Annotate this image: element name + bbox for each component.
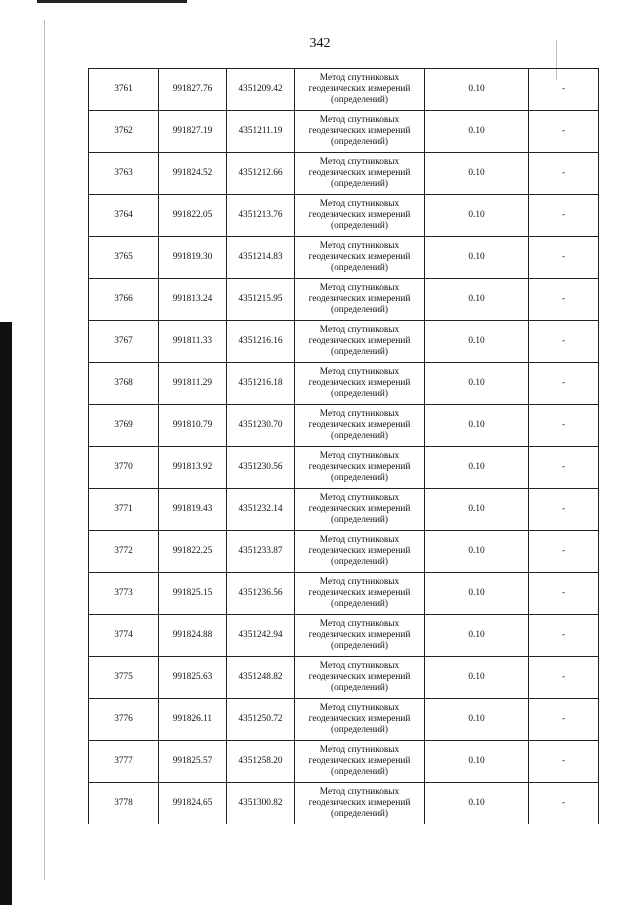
x-coordinate-cell: 991813.24 xyxy=(159,279,227,321)
method-line: геодезических измерений xyxy=(308,503,411,514)
scan-artifact-top-line xyxy=(37,0,187,3)
x-coordinate-cell: 991819.30 xyxy=(159,237,227,279)
y-coordinate-cell: 4351213.76 xyxy=(227,195,295,237)
point-number-cell: 3771 xyxy=(89,489,159,531)
y-coordinate-cell: 4351258.20 xyxy=(227,741,295,783)
table-row xyxy=(89,573,599,615)
method-line: Метод спутниковых xyxy=(319,744,400,755)
method-line: Метод спутниковых xyxy=(319,366,400,377)
table-row xyxy=(89,405,599,447)
table-row xyxy=(89,783,599,825)
accuracy-cell: 0.10 xyxy=(425,573,529,615)
scan-artifact-left-bar xyxy=(0,322,12,905)
table-row xyxy=(89,531,599,573)
coordinates-table-body xyxy=(89,69,599,825)
x-coordinate-cell: 991813.92 xyxy=(159,447,227,489)
accuracy-cell: 0.10 xyxy=(425,111,529,153)
point-number-cell: 3765 xyxy=(89,237,159,279)
method-line: геодезических измерений xyxy=(308,629,411,640)
y-coordinate-cell: 4351248.82 xyxy=(227,657,295,699)
method-line: геодезических измерений xyxy=(308,125,411,136)
method-line: Метод спутниковых xyxy=(319,492,400,503)
note-cell: - xyxy=(529,489,599,531)
note-cell: - xyxy=(529,363,599,405)
method-line: (определений) xyxy=(330,641,389,652)
method-line: геодезических измерений xyxy=(308,167,411,178)
method-line: Метод спутниковых xyxy=(319,702,400,713)
method-cell xyxy=(295,195,425,237)
method-line: Метод спутниковых xyxy=(319,786,400,797)
method-cell xyxy=(295,531,425,573)
point-number-cell: 3778 xyxy=(89,783,159,825)
note-cell: - xyxy=(529,447,599,489)
x-coordinate-cell: 991825.15 xyxy=(159,573,227,615)
note-cell: - xyxy=(529,237,599,279)
method-line: Метод спутниковых xyxy=(319,534,400,545)
method-line: геодезических измерений xyxy=(308,797,411,808)
method-line: геодезических измерений xyxy=(308,293,411,304)
y-coordinate-cell: 4351242.94 xyxy=(227,615,295,657)
method-line: (определений) xyxy=(330,95,389,106)
table-row xyxy=(89,741,599,783)
y-coordinate-cell: 4351214.83 xyxy=(227,237,295,279)
x-coordinate-cell: 991811.29 xyxy=(159,363,227,405)
method-line: (определений) xyxy=(330,263,389,274)
note-cell: - xyxy=(529,699,599,741)
method-line: Метод спутниковых xyxy=(319,324,400,335)
x-coordinate-cell: 991822.05 xyxy=(159,195,227,237)
table-row xyxy=(89,615,599,657)
method-cell xyxy=(295,447,425,489)
method-line: (определений) xyxy=(330,221,389,232)
point-number-cell: 3769 xyxy=(89,405,159,447)
table-row xyxy=(89,195,599,237)
method-line: Метод спутниковых xyxy=(319,576,400,587)
table-row xyxy=(89,279,599,321)
accuracy-cell: 0.10 xyxy=(425,363,529,405)
point-number-cell: 3762 xyxy=(89,111,159,153)
method-line: Метод спутниковых xyxy=(319,240,400,251)
coordinates-table xyxy=(88,68,599,824)
method-line: (определений) xyxy=(330,389,389,400)
method-line: геодезических измерений xyxy=(308,755,411,766)
method-cell xyxy=(295,111,425,153)
accuracy-cell: 0.10 xyxy=(425,321,529,363)
x-coordinate-cell: 991819.43 xyxy=(159,489,227,531)
table-row xyxy=(89,321,599,363)
accuracy-cell: 0.10 xyxy=(425,279,529,321)
table-row xyxy=(89,657,599,699)
accuracy-cell: 0.10 xyxy=(425,447,529,489)
y-coordinate-cell: 4351211.19 xyxy=(227,111,295,153)
x-coordinate-cell: 991827.19 xyxy=(159,111,227,153)
y-coordinate-cell: 4351233.87 xyxy=(227,531,295,573)
y-coordinate-cell: 4351216.16 xyxy=(227,321,295,363)
accuracy-cell: 0.10 xyxy=(425,153,529,195)
table-row xyxy=(89,111,599,153)
table-row xyxy=(89,447,599,489)
table-row xyxy=(89,699,599,741)
x-coordinate-cell: 991822.25 xyxy=(159,531,227,573)
point-number-cell: 3763 xyxy=(89,153,159,195)
method-line: Метод спутниковых xyxy=(319,114,400,125)
note-cell: - xyxy=(529,783,599,825)
accuracy-cell: 0.10 xyxy=(425,237,529,279)
x-coordinate-cell: 991825.63 xyxy=(159,657,227,699)
y-coordinate-cell: 4351236.56 xyxy=(227,573,295,615)
method-line: Метод спутниковых xyxy=(319,282,400,293)
x-coordinate-cell: 991827.76 xyxy=(159,69,227,111)
method-line: (определений) xyxy=(330,809,389,820)
point-number-cell: 3775 xyxy=(89,657,159,699)
y-coordinate-cell: 4351232.14 xyxy=(227,489,295,531)
method-line: (определений) xyxy=(330,431,389,442)
method-line: (определений) xyxy=(330,725,389,736)
table-row xyxy=(89,363,599,405)
x-coordinate-cell: 991824.52 xyxy=(159,153,227,195)
x-coordinate-cell: 991824.65 xyxy=(159,783,227,825)
method-line: Метод спутниковых xyxy=(319,72,400,83)
y-coordinate-cell: 4351215.95 xyxy=(227,279,295,321)
method-cell xyxy=(295,237,425,279)
method-cell xyxy=(295,573,425,615)
point-number-cell: 3766 xyxy=(89,279,159,321)
point-number-cell: 3770 xyxy=(89,447,159,489)
method-cell xyxy=(295,69,425,111)
x-coordinate-cell: 991826.11 xyxy=(159,699,227,741)
page-number: 342 xyxy=(309,36,331,51)
note-cell: - xyxy=(529,573,599,615)
method-line: (определений) xyxy=(330,137,389,148)
method-line: геодезических измерений xyxy=(308,251,411,262)
note-cell: - xyxy=(529,741,599,783)
method-line: геодезических измерений xyxy=(308,83,411,94)
method-cell xyxy=(295,699,425,741)
method-cell xyxy=(295,489,425,531)
method-line: Метод спутниковых xyxy=(319,198,400,209)
table-row xyxy=(89,69,599,111)
note-cell: - xyxy=(529,111,599,153)
note-cell: - xyxy=(529,195,599,237)
method-line: (определений) xyxy=(330,767,389,778)
y-coordinate-cell: 4351209.42 xyxy=(227,69,295,111)
note-cell: - xyxy=(529,405,599,447)
method-cell xyxy=(295,279,425,321)
point-number-cell: 3767 xyxy=(89,321,159,363)
note-cell: - xyxy=(529,615,599,657)
method-line: Метод спутниковых xyxy=(319,618,400,629)
accuracy-cell: 0.10 xyxy=(425,699,529,741)
note-cell: - xyxy=(529,153,599,195)
note-cell: - xyxy=(529,531,599,573)
table-row xyxy=(89,153,599,195)
method-cell xyxy=(295,615,425,657)
method-line: геодезических измерений xyxy=(308,335,411,346)
point-number-cell: 3777 xyxy=(89,741,159,783)
method-line: Метод спутниковых xyxy=(319,450,400,461)
method-line: геодезических измерений xyxy=(308,587,411,598)
method-line: геодезических измерений xyxy=(308,209,411,220)
method-line: Метод спутниковых xyxy=(319,408,400,419)
accuracy-cell: 0.10 xyxy=(425,195,529,237)
x-coordinate-cell: 991811.33 xyxy=(159,321,227,363)
method-line: (определений) xyxy=(330,515,389,526)
method-cell xyxy=(295,783,425,825)
method-line: геодезических измерений xyxy=(308,419,411,430)
method-line: геодезических измерений xyxy=(308,713,411,724)
method-cell xyxy=(295,321,425,363)
accuracy-cell: 0.10 xyxy=(425,69,529,111)
method-line: геодезических измерений xyxy=(308,545,411,556)
accuracy-cell: 0.10 xyxy=(425,615,529,657)
y-coordinate-cell: 4351230.70 xyxy=(227,405,295,447)
method-line: (определений) xyxy=(330,599,389,610)
y-coordinate-cell: 4351300.82 xyxy=(227,783,295,825)
accuracy-cell: 0.10 xyxy=(425,741,529,783)
method-line: (определений) xyxy=(330,473,389,484)
point-number-cell: 3776 xyxy=(89,699,159,741)
method-line: (определений) xyxy=(330,305,389,316)
method-line: Метод спутниковых xyxy=(319,156,400,167)
scan-artifact-vline xyxy=(44,20,45,880)
note-cell: - xyxy=(529,321,599,363)
method-line: (определений) xyxy=(330,179,389,190)
note-cell: - xyxy=(529,69,599,111)
method-line: геодезических измерений xyxy=(308,461,411,472)
method-cell xyxy=(295,405,425,447)
accuracy-cell: 0.10 xyxy=(425,657,529,699)
accuracy-cell: 0.10 xyxy=(425,489,529,531)
point-number-cell: 3764 xyxy=(89,195,159,237)
method-cell xyxy=(295,363,425,405)
accuracy-cell: 0.10 xyxy=(425,783,529,825)
method-cell xyxy=(295,741,425,783)
point-number-cell: 3774 xyxy=(89,615,159,657)
method-cell xyxy=(295,657,425,699)
x-coordinate-cell: 991810.79 xyxy=(159,405,227,447)
table-row xyxy=(89,489,599,531)
method-line: Метод спутниковых xyxy=(319,660,400,671)
method-line: геодезических измерений xyxy=(308,671,411,682)
point-number-cell: 3773 xyxy=(89,573,159,615)
y-coordinate-cell: 4351250.72 xyxy=(227,699,295,741)
method-cell xyxy=(295,153,425,195)
method-line: (определений) xyxy=(330,683,389,694)
table-row xyxy=(89,237,599,279)
y-coordinate-cell: 4351216.18 xyxy=(227,363,295,405)
accuracy-cell: 0.10 xyxy=(425,531,529,573)
point-number-cell: 3768 xyxy=(89,363,159,405)
point-number-cell: 3761 xyxy=(89,69,159,111)
method-line: (определений) xyxy=(330,557,389,568)
x-coordinate-cell: 991824.88 xyxy=(159,615,227,657)
method-line: (определений) xyxy=(330,347,389,358)
x-coordinate-cell: 991825.57 xyxy=(159,741,227,783)
method-line: геодезических измерений xyxy=(308,377,411,388)
note-cell: - xyxy=(529,657,599,699)
point-number-cell: 3772 xyxy=(89,531,159,573)
y-coordinate-cell: 4351230.56 xyxy=(227,447,295,489)
accuracy-cell: 0.10 xyxy=(425,405,529,447)
note-cell: - xyxy=(529,279,599,321)
y-coordinate-cell: 4351212.66 xyxy=(227,153,295,195)
